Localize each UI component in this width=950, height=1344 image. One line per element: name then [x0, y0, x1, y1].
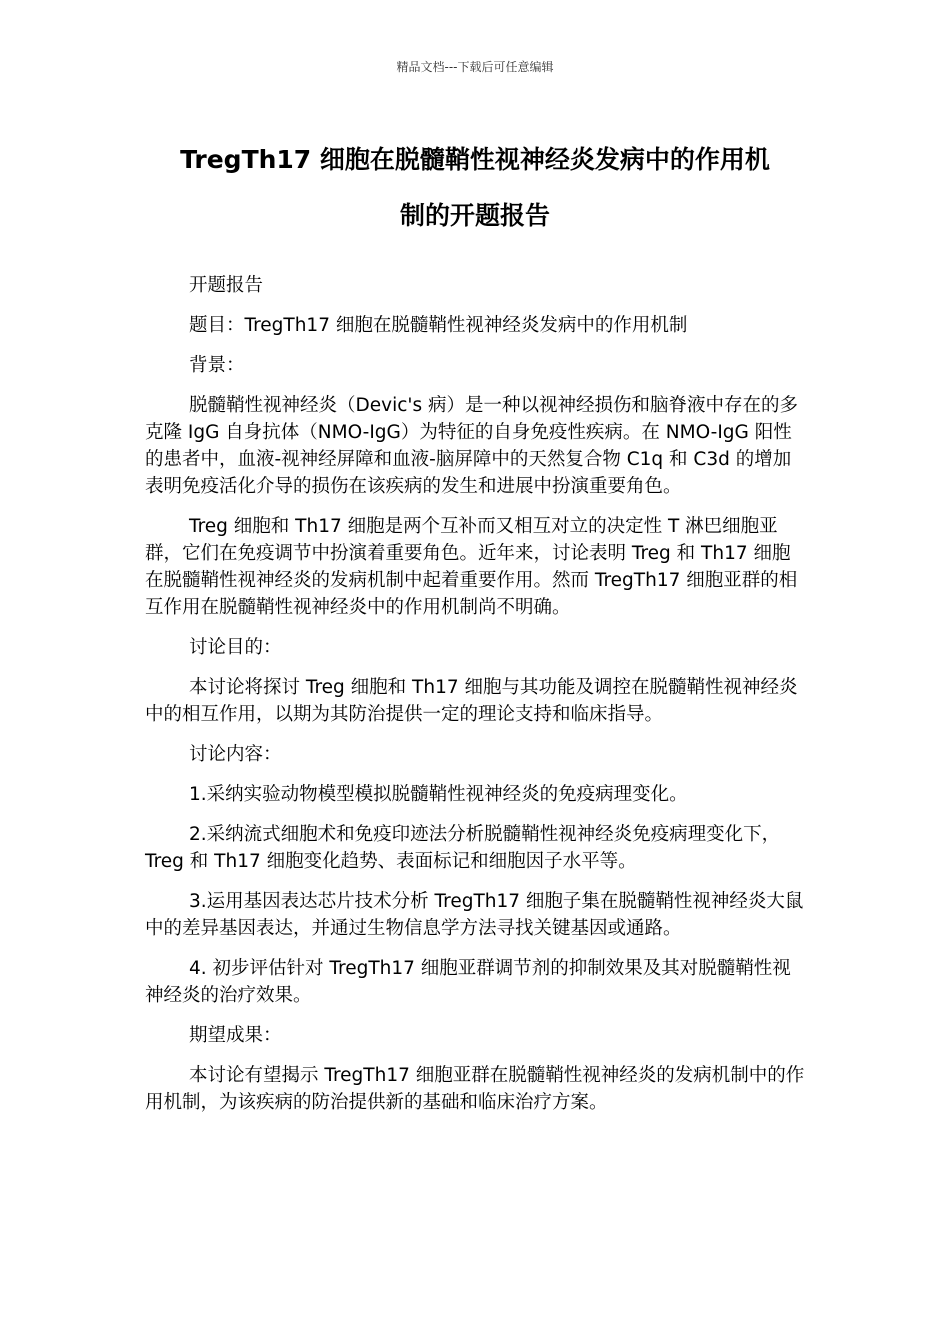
section-heading-expected-results: 期望成果：: [189, 1025, 282, 1046]
section-heading-content: 讨论内容：: [189, 744, 282, 765]
header-note: 精品文档---下载后可任意编辑: [396, 60, 554, 74]
document-title-line-2: 制的开题报告: [399, 201, 550, 230]
content-item-3: 3.运用基因表达芯片技术分析 TregTh17 细胞子集在脱髓鞘性视神经炎大鼠中的差异基因表达，并通过生物信息学方法寻找关键基因或通路。: [145, 891, 804, 939]
section-heading-background: 背景：: [189, 355, 245, 376]
section-heading-purpose: 讨论目的：: [189, 637, 282, 658]
content-item-2: 2.采纳流式细胞术和免疫印迹法分析脱髓鞘性视神经炎免疫病理变化下，Treg 和 Th17 细胞变化趋势、表面标记和细胞因子水平等。: [145, 824, 781, 872]
topic-line: 题目：TregTh17 细胞在脱髓鞘性视神经炎发病中的作用机制: [189, 315, 688, 336]
section-heading-proposal: 开题报告: [189, 275, 264, 296]
content-item-1: 1.采纳实验动物模型模拟脱髓鞘性视神经炎的免疫病理变化。: [189, 784, 688, 805]
purpose-paragraph: 本讨论将探讨 Treg 细胞和 Th17 细胞与其功能及调控在脱髓鞘性视神经炎中的相互作用，以期为其防治提供一定的理论支持和临床指导。: [145, 677, 798, 725]
background-paragraph-1: 脱髓鞘性视神经炎（Devic's 病）是一种以视神经损伤和脑脊液中存在的多克隆 IgG 自身抗体（NMO-IgG）为特征的自身免疫性疾病。在 NMO-IgG 阳性的患者中，血液-视神经屏障和血液-脑屏障中的天然复合物 C1q 和 C3d 的增加表明免疫活化介导的损伤在该疾病的发生和进展中扮演重要角色。: [145, 395, 798, 497]
content-item-4: 4. 初步评估针对 TregTh17 细胞亚群调节剂的抑制效果及其对脱髓鞘性视神经炎的治疗效果。: [145, 958, 791, 1006]
document-body: [145, 272, 807, 1129]
background-paragraph-2: Treg 细胞和 Th17 细胞是两个互补而又相互对立的决定性 T 淋巴细胞亚群，它们在免疫调节中扮演着重要角色。近年来，讨论表明 Treg 和 Th17 细胞在脱髓鞘性视神经炎的发病机制中起着重要作用。然而 TregTh17 细胞亚群的相互作用在脱髓鞘性视神经炎中的作用机制尚不明确。: [145, 516, 798, 618]
expected-results-paragraph: 本讨论有望揭示 TregTh17 细胞亚群在脱髓鞘性视神经炎的发病机制中的作用机制，为该疾病的防治提供新的基础和临床治疗方案。: [145, 1065, 805, 1113]
document-title-line-1: TregTh17 细胞在脱髓鞘性视神经炎发病中的作用机: [180, 145, 770, 174]
